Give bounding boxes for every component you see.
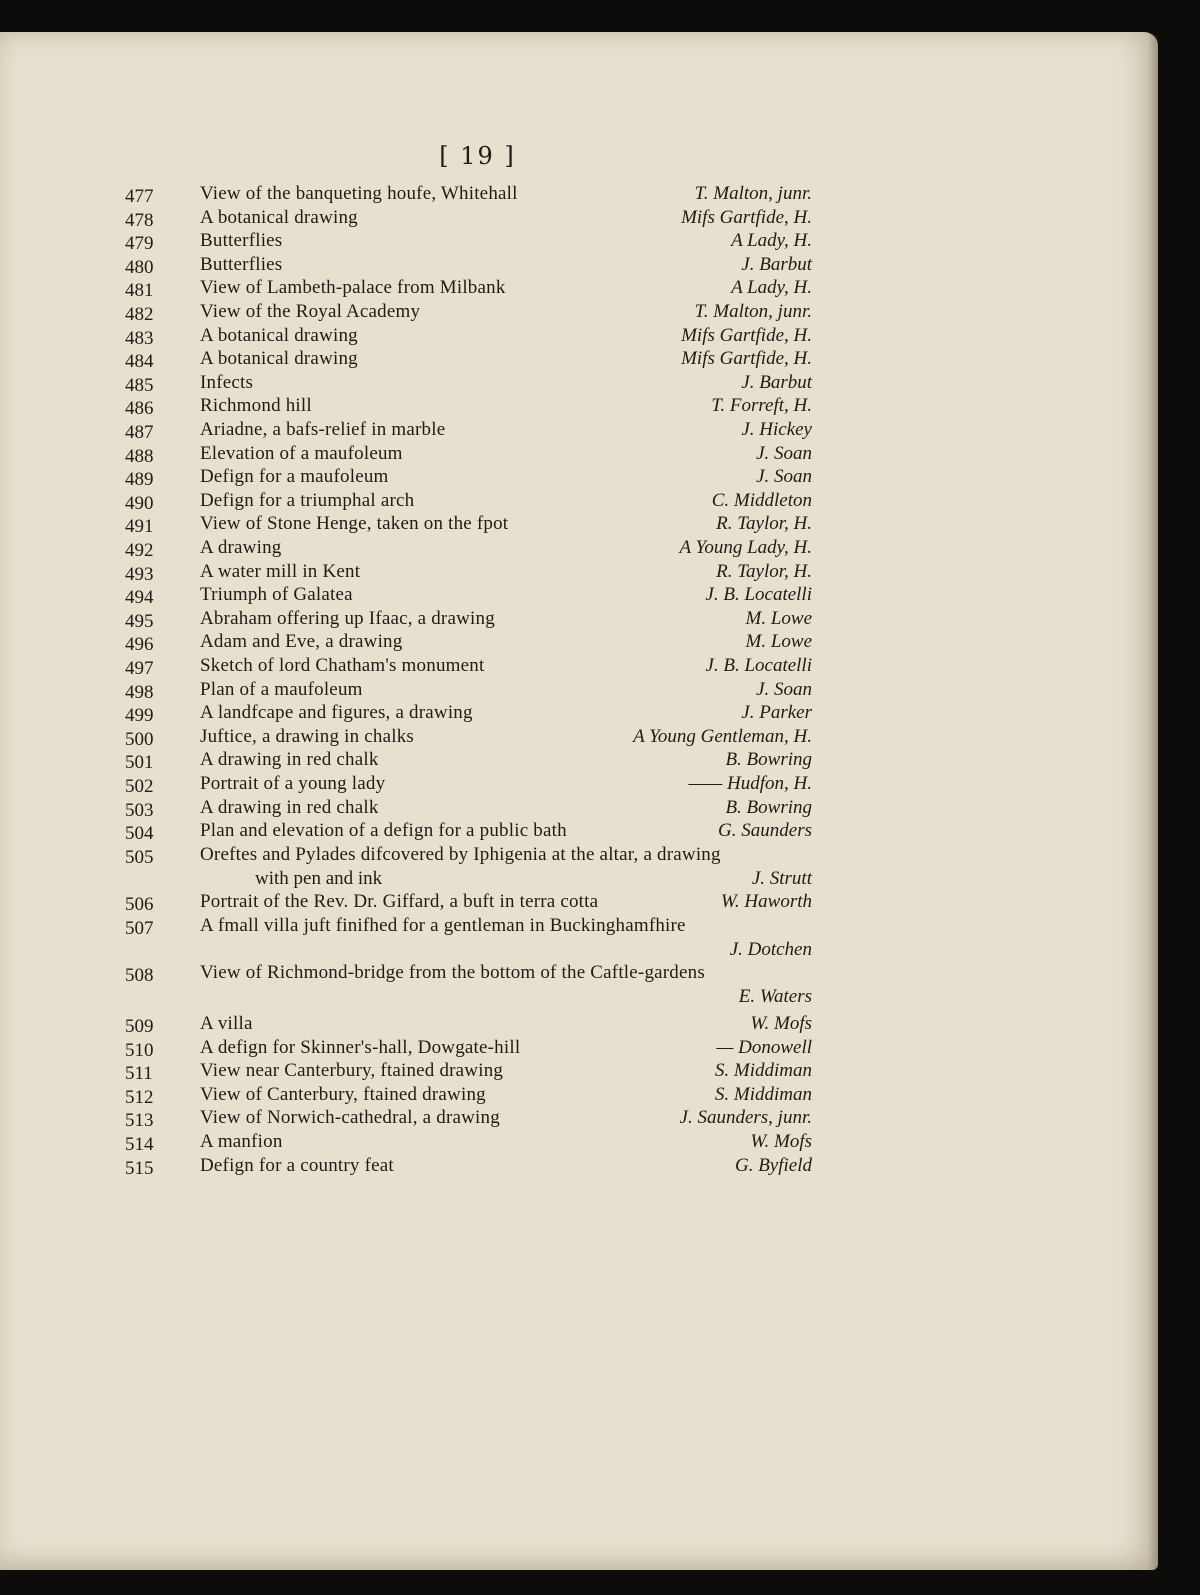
catalogue-entry [0, 1060, 1000, 1085]
entry-title: Triumph of Galatea [200, 584, 353, 606]
entry-number: 510 [125, 1039, 154, 1061]
entry-number: 509 [125, 1016, 154, 1037]
entry-title: Butterflies [200, 230, 283, 252]
entry-artist: J. Soan [756, 678, 812, 700]
entry-number: 490 [125, 492, 154, 514]
entry-number: 494 [125, 587, 154, 609]
entry-number: 503 [125, 799, 154, 821]
entry-title: View of Canterbury, ftained drawing [200, 1083, 486, 1105]
entry-number: 487 [125, 422, 154, 443]
entry-title: Richmond hill [200, 395, 312, 417]
entry-title: A drawing in red chalk [200, 796, 379, 818]
entry-title: Defign for a maufoleum [200, 466, 389, 488]
catalogue-entry [0, 1013, 1000, 1038]
catalogue-entry [0, 419, 1000, 444]
entry-artist: A Young Lady, H. [679, 537, 812, 558]
entry-number: 488 [125, 445, 154, 467]
entry-artist: —— Hudfon, H. [688, 773, 812, 794]
entry-title: A botanical drawing [200, 348, 358, 370]
catalogue-entry [0, 702, 1000, 727]
entry-number: 483 [125, 327, 154, 349]
entry-artist: E. Waters [738, 985, 812, 1007]
entry-title: A drawing [200, 537, 282, 558]
entry-number: 478 [125, 209, 154, 231]
catalogue-entry [0, 1084, 1000, 1109]
catalogue-entry [0, 207, 1000, 232]
catalogue-entry [0, 230, 1000, 255]
entry-number: 502 [125, 776, 154, 797]
entry-title-continuation: with pen and ink [255, 867, 383, 889]
entry-artist: J. Parker [741, 702, 812, 724]
catalogue-entry [0, 254, 1000, 279]
entry-artist: S. Middiman [714, 1083, 812, 1105]
entry-title: Abraham offering up Ifaac, a drawing [200, 607, 495, 629]
catalogue-entry [0, 1037, 1000, 1062]
catalogue-page [0, 32, 1158, 1570]
entry-title: A fmall villa juft finifhed for a gentleman in Buckinghamfhire [200, 914, 686, 936]
catalogue-entry [0, 843, 1000, 889]
entry-title: Juftice, a drawing in chalks [200, 725, 415, 747]
entry-title: A drawing in red chalk [200, 749, 379, 771]
catalogue-entry [0, 1155, 1000, 1180]
entry-number: 493 [125, 563, 154, 585]
entry-artist: M. Lowe [745, 631, 812, 653]
entry-artist: G. Saunders [718, 820, 812, 842]
entry-number: 489 [125, 469, 154, 491]
catalogue-entry [0, 679, 1000, 704]
catalogue-entry [0, 584, 1000, 609]
entry-number: 485 [125, 374, 154, 396]
entry-title: Portrait of a young lady [200, 773, 386, 794]
entry-number: 498 [125, 681, 154, 703]
entry-artist: J. Saunders, junr. [679, 1107, 812, 1129]
entry-title: Portrait of the Rev. Dr. Giffard, a buft in terra cotta [200, 891, 599, 912]
entry-number: 507 [125, 917, 154, 939]
entry-number: 513 [125, 1110, 154, 1132]
entry-title: Butterflies [200, 253, 283, 275]
entry-title: A water mill in Kent [200, 560, 361, 582]
entry-title: Oreftes and Pylades difcovered by Iphigenia at the altar, a drawing [200, 843, 721, 865]
entry-artist: R. Taylor, H. [716, 513, 812, 535]
entry-number: 506 [125, 894, 154, 915]
entry-number: 511 [125, 1063, 153, 1085]
entry-number: 484 [125, 351, 154, 373]
entry-title: View of Norwich-cathedral, a drawing [200, 1107, 500, 1129]
entry-number: 497 [125, 658, 154, 679]
entry-artist: B. Bowring [725, 796, 812, 818]
entry-artist: W. Haworth [720, 891, 812, 912]
catalogue-entry [0, 443, 1000, 468]
entry-number: 514 [125, 1134, 154, 1155]
entry-number: 501 [125, 752, 154, 774]
entry-artist: J. Hickey [741, 419, 812, 440]
entry-title: A botanical drawing [200, 324, 358, 346]
entry-title: A villa [200, 1013, 253, 1034]
entry-title: View near Canterbury, ftained drawing [200, 1060, 504, 1082]
entry-number: 505 [125, 846, 154, 868]
entry-artist: J. Barbut [741, 371, 812, 393]
entry-number: 477 [125, 186, 154, 207]
entry-title: Elevation of a maufoleum [200, 442, 403, 464]
catalogue-entry [0, 277, 1000, 302]
catalogue-entry [0, 490, 1000, 515]
entry-title: View of the banqueting houfe, Whitehall [200, 183, 518, 204]
entry-artist: M. Lowe [745, 607, 812, 629]
entry-title: Sketch of lord Chatham's monument [200, 655, 485, 676]
entry-number: 512 [125, 1086, 154, 1108]
entry-artist: G. Byfield [734, 1154, 812, 1176]
entry-number: 481 [125, 280, 154, 302]
catalogue-entry [0, 891, 1000, 916]
entry-number: 486 [125, 398, 154, 420]
entry-artist: Mifs Gartfide, H. [681, 348, 812, 370]
catalogue-entry [0, 797, 1000, 822]
entry-artist: A Young Gentleman, H. [633, 725, 812, 747]
entry-artist: J. B. Locatelli [705, 655, 812, 676]
entry-number: 496 [125, 634, 154, 656]
entry-artist: B. Bowring [725, 749, 812, 771]
catalogue-entry [0, 608, 1000, 633]
entry-title: View of the Royal Academy [200, 301, 421, 322]
catalogue-entry [0, 301, 1000, 326]
catalogue-entry [0, 1107, 1000, 1132]
entry-number: 500 [125, 728, 154, 750]
entry-artist: J. B. Locatelli [705, 584, 812, 606]
entry-artist: A Lady, H. [731, 230, 812, 252]
entry-artist: S. Middiman [714, 1060, 812, 1082]
entry-number: 495 [125, 610, 154, 632]
entry-artist: T. Malton, junr. [694, 183, 812, 204]
entry-artist: W. Mofs [750, 1131, 812, 1152]
catalogue-entry [0, 820, 1000, 845]
entry-title: View of Stone Henge, taken on the fpot [200, 513, 509, 535]
entry-artist: T. Malton, junr. [694, 301, 812, 322]
entry-title: Defign for a triumphal arch [200, 489, 415, 511]
catalogue-entry [0, 1131, 1000, 1156]
entry-title: A botanical drawing [200, 206, 358, 228]
entry-number: 504 [125, 823, 154, 845]
catalogue-entry [0, 348, 1000, 373]
catalogue-entry [0, 183, 1000, 208]
catalogue-entry [0, 749, 1000, 774]
entry-title: Plan and elevation of a defign for a public bath [200, 820, 567, 842]
entry-title: Defign for a country feat [200, 1154, 394, 1176]
catalogue-entry [0, 466, 1000, 491]
entry-artist: A Lady, H. [731, 277, 812, 299]
entry-artist: Mifs Gartfide, H. [681, 324, 812, 346]
entry-artist: J. Dotchen [729, 938, 812, 960]
catalogue-entry [0, 537, 1000, 562]
entry-artist: — Donowell [716, 1036, 812, 1058]
entry-title: Ariadne, a bafs-relief in marble [200, 419, 446, 440]
entry-number: 515 [125, 1157, 154, 1179]
catalogue-entry [0, 726, 1000, 751]
entry-artist: T. Forreft, H. [711, 395, 812, 417]
entry-title: A landfcape and figures, a drawing [200, 702, 473, 724]
entry-number: 492 [125, 540, 154, 561]
entry-title: A manfion [200, 1131, 283, 1152]
entry-artist: Mifs Gartfide, H. [681, 206, 812, 228]
entry-number: 482 [125, 304, 154, 325]
catalogue-entry [0, 773, 1000, 798]
catalogue-entry [0, 631, 1000, 656]
entry-artist: J. Soan [756, 466, 812, 488]
entry-artist: J. Strutt [751, 867, 812, 889]
entry-title: View of Richmond-bridge from the bottom of the Caftle-gardens [200, 961, 705, 983]
entry-artist: C. Middleton [711, 489, 812, 511]
page-edge-shadow [1148, 32, 1158, 1570]
catalogue-entry [0, 561, 1000, 586]
entry-title: Infects [200, 371, 254, 393]
catalogue-entry [0, 513, 1000, 538]
catalogue-entry [0, 914, 1000, 960]
entry-artist: J. Barbut [741, 253, 812, 275]
catalogue-entry [0, 961, 1000, 1007]
entry-title: Plan of a maufoleum [200, 678, 363, 700]
catalogue-entry [0, 395, 1000, 420]
entry-title: A defign for Skinner's-hall, Dowgate-hill [200, 1036, 521, 1058]
entry-number: 491 [125, 516, 154, 538]
entry-title: Adam and Eve, a drawing [200, 631, 403, 653]
entry-artist: J. Soan [756, 442, 812, 464]
entry-number: 508 [125, 964, 154, 986]
entry-artist: R. Taylor, H. [716, 560, 812, 582]
entry-number: 479 [125, 233, 154, 255]
catalogue-entry [0, 325, 1000, 350]
entry-number: 480 [125, 256, 154, 278]
page-number-header: [ 19 ] [439, 142, 516, 170]
entry-title: View of Lambeth-palace from Milbank [200, 277, 506, 299]
catalogue-entry [0, 372, 1000, 397]
catalogue-entry [0, 655, 1000, 680]
entry-number: 499 [125, 705, 154, 727]
entry-artist: W. Mofs [750, 1013, 812, 1034]
